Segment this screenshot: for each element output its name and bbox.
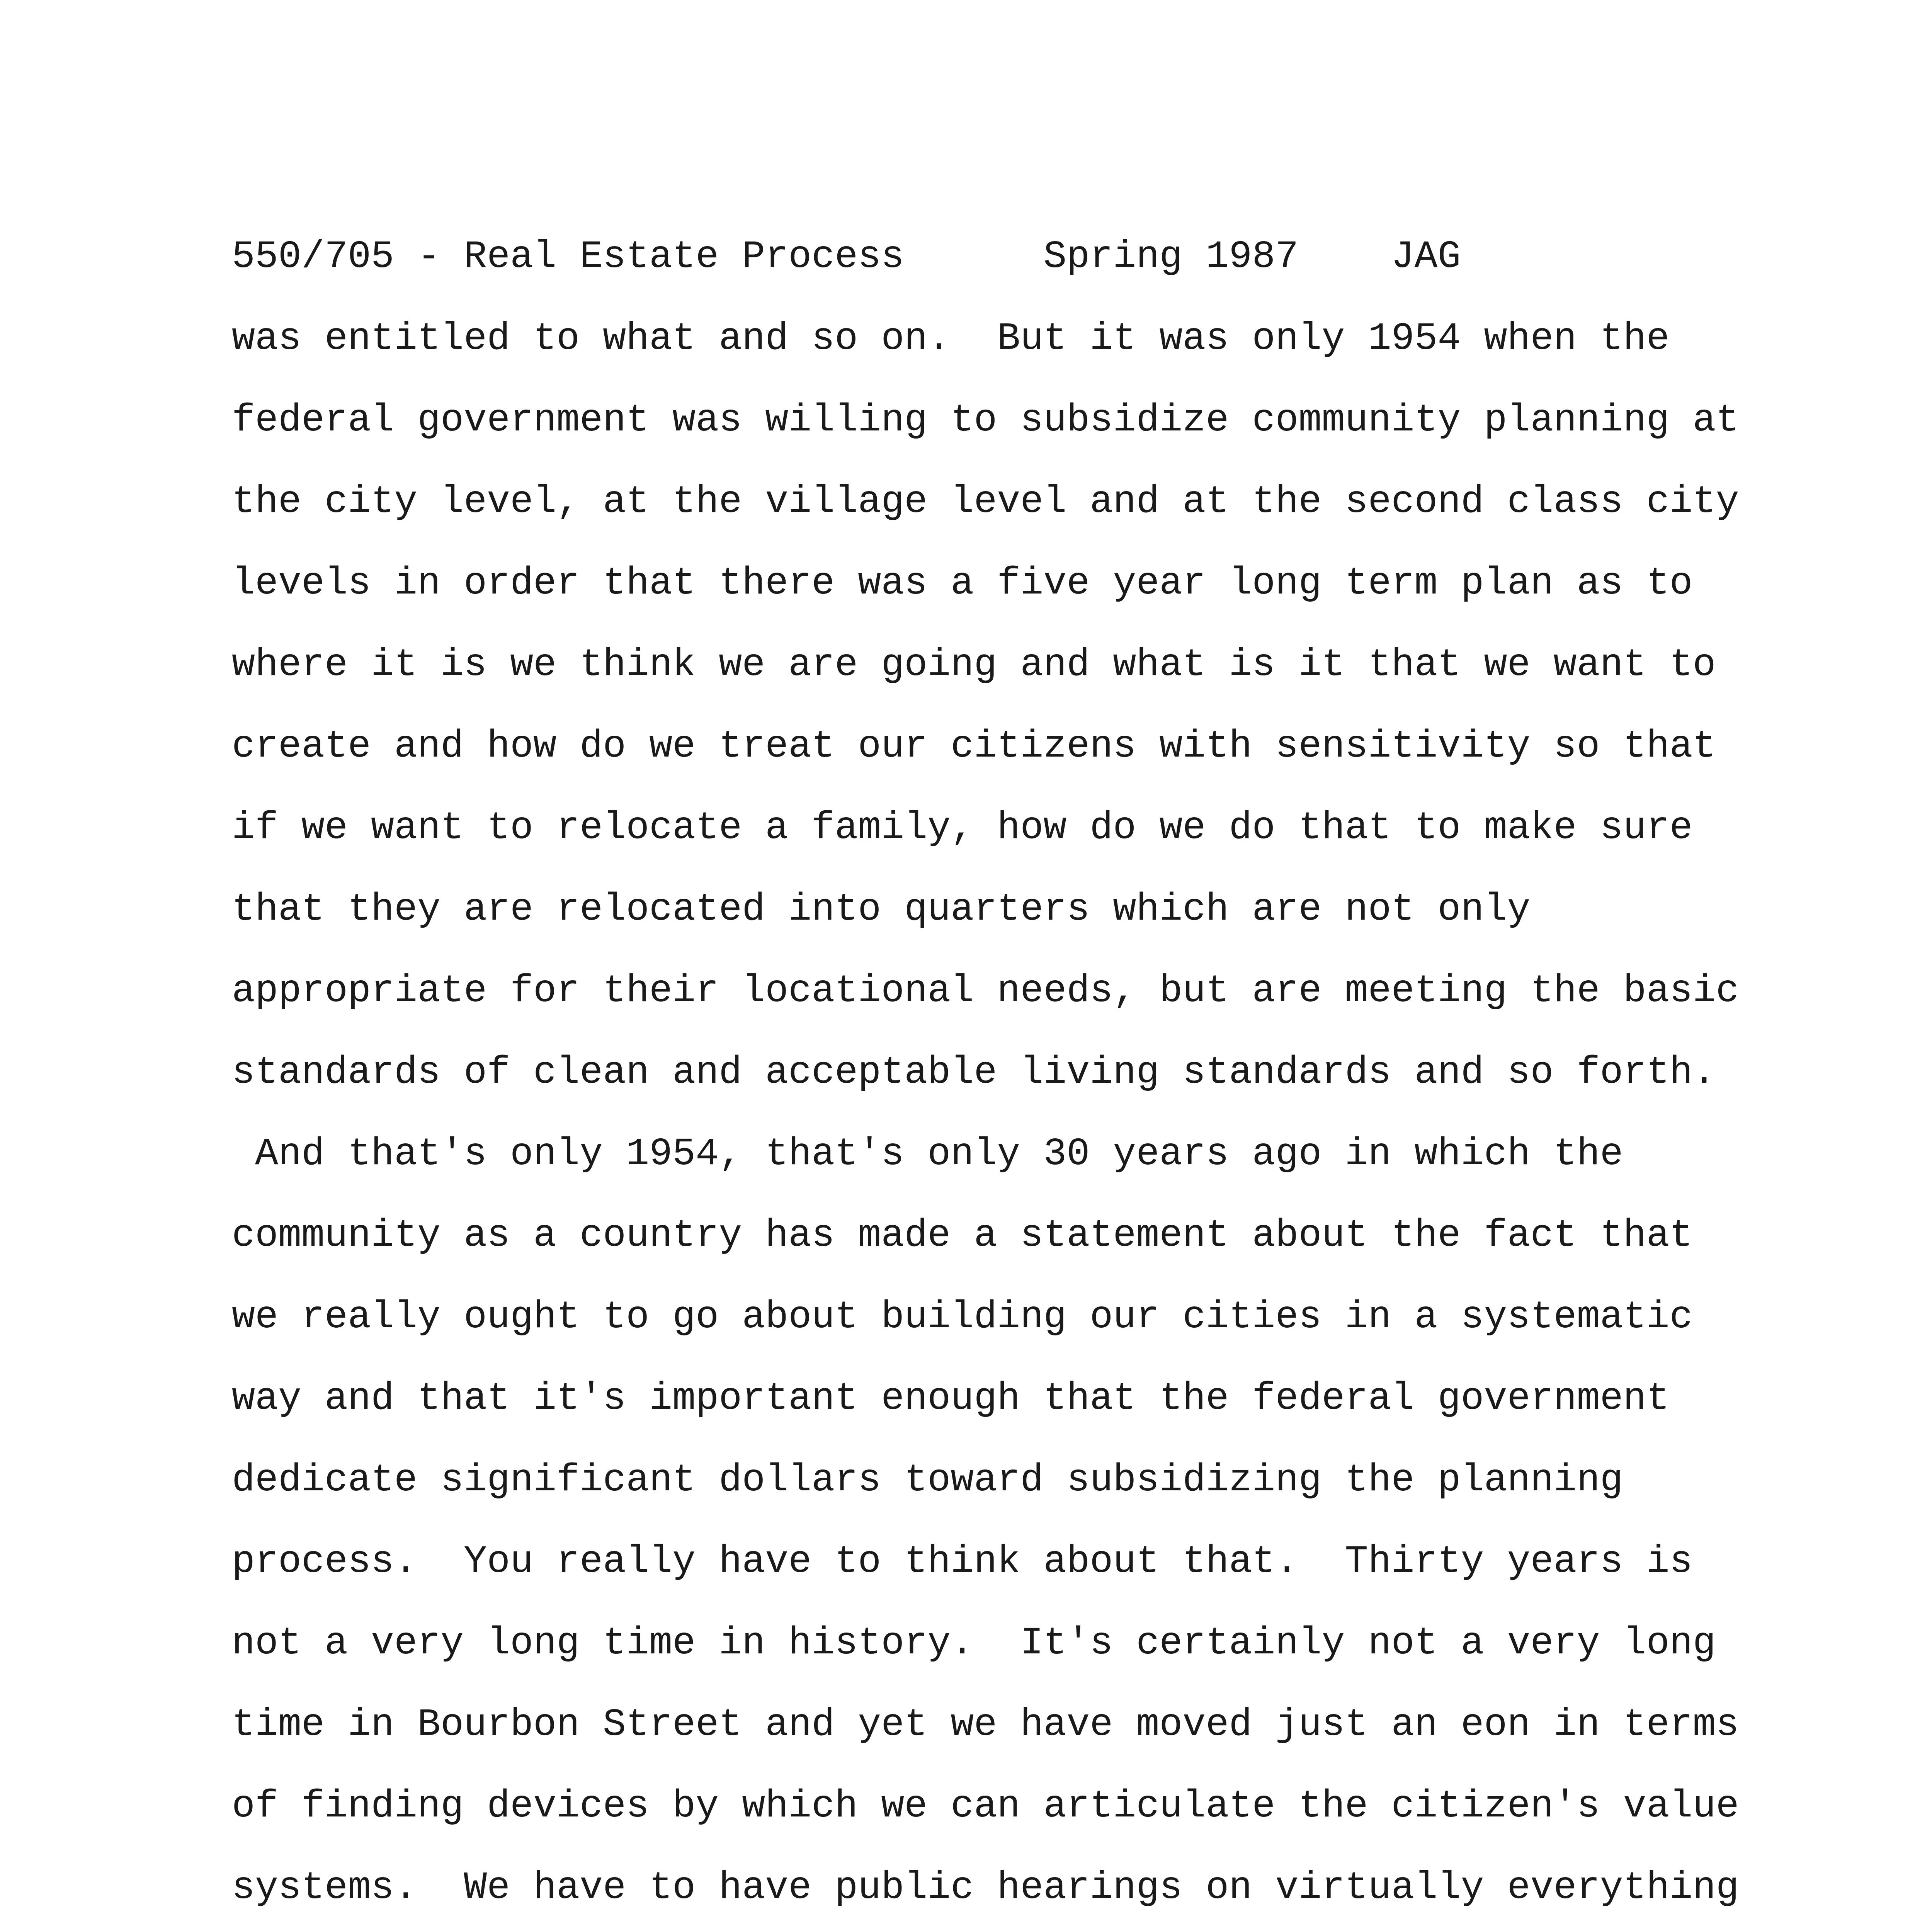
text-line: systems. We have to have public hearings on virtually everything [232,1866,1739,1910]
text-line: the city level, at the village level and at the second class city [232,480,1739,524]
text-line: time in Bourbon Street and yet we have moved just an eon in terms [232,1703,1739,1747]
text-line: of finding devices by which we can articulate the citizen's value [232,1785,1739,1828]
transcript-body [232,298,1816,1932]
text-line: if we want to relocate a family, how do we do that to make sure [232,806,1693,850]
text-line: community as a country has made a statement about the fact that [232,1214,1693,1258]
text-line: not a very long time in history. It's certainly not a very long [232,1622,1716,1665]
text-line: levels in order that there was a five year long term plan as to [232,562,1693,605]
text-line [232,1929,1816,1932]
text-line: dedicate significant dollars toward subsidizing the planning [232,1459,1623,1502]
text-line: was entitled to what and so on. But it was only 1954 when the [232,317,1670,361]
text-line: standards of clean and acceptable living standards and so forth. [232,1051,1716,1095]
text-line: that they are relocated into quarters which are not only [232,888,1531,932]
text-line: federal government was willing to subsidize community planning at [232,399,1739,442]
text-line: process. You really have to think about that. Thirty years is [232,1540,1693,1584]
text-line: appropriate for their locational needs, but are meeting the basic [232,969,1739,1013]
text-line: create and how do we treat our citizens with sensitivity so that [232,725,1716,769]
text-line: we really ought to go about building our cities in a systematic [232,1296,1693,1339]
text-line: And that's only 1954, that's only 30 years ago in which the [232,1133,1623,1176]
text-line: way and that it's important enough that the federal government [232,1377,1670,1421]
text-line: where it is we think we are going and what is it that we want to [232,643,1716,687]
page-header: 550/705 - Real Estate Process Spring 1987 JAG [232,235,1461,279]
